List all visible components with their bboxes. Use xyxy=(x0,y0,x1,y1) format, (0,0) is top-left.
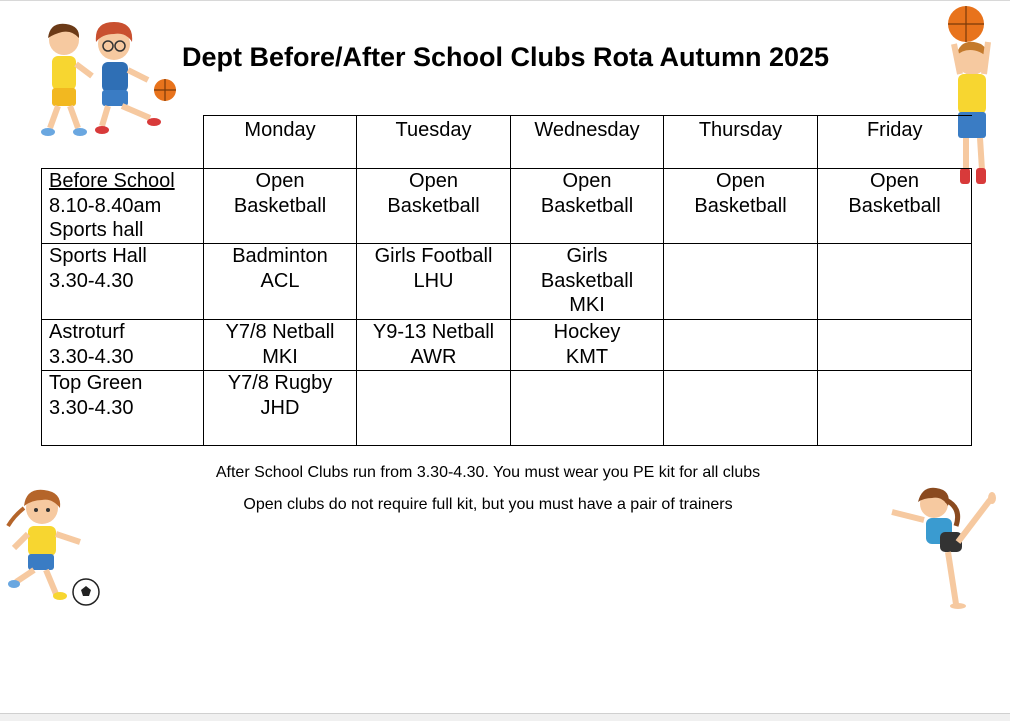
row-label-top-green: Top Green 3.30-4.30 xyxy=(42,371,204,446)
row-label-astroturf: Astroturf 3.30-4.30 xyxy=(42,320,204,371)
page-title: Dept Before/After School Clubs Rota Autumn 2025 xyxy=(182,42,830,72)
girl-yoga-clipart xyxy=(886,486,998,614)
cell-before-school-wednesday: Open Basketball xyxy=(511,169,664,244)
header-friday: Friday xyxy=(818,116,972,169)
table-row-top-green xyxy=(42,371,972,446)
cell-top-green-wednesday xyxy=(511,371,664,446)
cell-before-school-thursday: Open Basketball xyxy=(664,169,818,244)
note-after-school-kit: After School Clubs run from 3.30-4.30. You must wear you PE kit for all clubs xyxy=(215,464,761,481)
cell-top-green-monday: Y7/8 Rugby JHD xyxy=(204,371,357,446)
girl-football-clipart xyxy=(4,486,102,610)
page-top-edge xyxy=(0,0,1010,1)
clubs-rota-table xyxy=(41,115,972,446)
cell-astroturf-wednesday: Hockey KMT xyxy=(511,320,664,371)
header-tuesday: Tuesday xyxy=(357,116,511,169)
cell-sports-hall-wednesday: Girls Basketball MKI xyxy=(511,244,664,320)
note-open-clubs-trainers: Open clubs do not require full kit, but you must have a pair of trainers xyxy=(243,496,733,513)
header-corner-cell xyxy=(42,116,204,169)
table-row-sports-hall xyxy=(42,244,972,320)
table-row-before-school xyxy=(42,169,972,244)
cell-astroturf-friday xyxy=(818,320,972,371)
cell-sports-hall-thursday xyxy=(664,244,818,320)
row-label-before-school: Before School 8.10-8.40am Sports hall xyxy=(42,169,204,244)
table-header-row xyxy=(42,116,972,169)
header-monday: Monday xyxy=(204,116,357,169)
cell-astroturf-monday: Y7/8 Netball MKI xyxy=(204,320,357,371)
cell-before-school-friday: Open Basketball xyxy=(818,169,972,244)
header-wednesday: Wednesday xyxy=(511,116,664,169)
cell-before-school-tuesday: Open Basketball xyxy=(357,169,511,244)
cell-before-school-monday: Open Basketball xyxy=(204,169,357,244)
cell-astroturf-tuesday: Y9-13 Netball AWR xyxy=(357,320,511,371)
cell-top-green-tuesday xyxy=(357,371,511,446)
cell-top-green-friday xyxy=(818,371,972,446)
cell-sports-hall-friday xyxy=(818,244,972,320)
row-label-sports-hall: Sports Hall 3.30-4.30 xyxy=(42,244,204,320)
cell-sports-hall-monday: Badminton ACL xyxy=(204,244,357,320)
header-thursday: Thursday xyxy=(664,116,818,169)
table-row-astroturf xyxy=(42,320,972,371)
cell-top-green-thursday xyxy=(664,371,818,446)
cell-astroturf-thursday xyxy=(664,320,818,371)
cell-sports-hall-tuesday: Girls Football LHU xyxy=(357,244,511,320)
